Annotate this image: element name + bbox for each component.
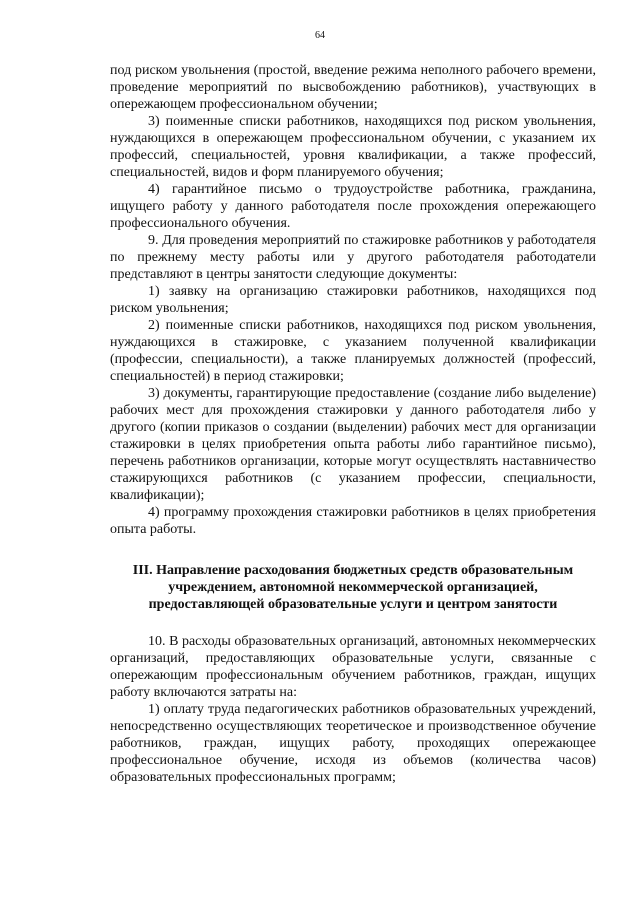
- paragraph: 3) поименные списки работников, находящихся под риском увольнения, нуждающихся в опережающем профессиональном обучении, с указанием их профессий, специальностей, уровня квалификации, а также профессий, специальностей, видов и форм планируемого обучения;: [110, 114, 596, 180]
- paragraph: 1) оплату труда педагогических работников образовательных учреждений, непосредственно осуществляющих теоретическое и производственное обучение работников, граждан, ищущих работу, проходящих опережающее профессиональное обучение, исходя из объемов (количества часов) образовательных профессиональных программ;: [110, 702, 596, 785]
- page-number: 64: [315, 30, 325, 41]
- paragraph: 10. В расходы образовательных организаций, автономных некоммерческих организаций, предоставляющих образовательные услуги, связанные с опережающим профессиональным обучением работников, граждан, ищущих работу включаются затраты на:: [110, 634, 596, 700]
- paragraphs-after-section: [110, 633, 596, 786]
- document-body: [110, 62, 596, 786]
- paragraph: под риском увольнения (простой, введение режима неполного рабочего времени, проведение мероприятий по высвобождению работников), участвующих в опережающем профессиональном обучении;: [110, 63, 596, 112]
- paragraph: 3) документы, гарантирующие предоставление (создание либо выделение) рабочих мест для прохождения стажировки у данного работодателя либо у другого (копии приказов о создании (выделении) рабочих мест для организации стажировки в целях приобретения опыта работы либо гарантийное письмо), перечень работников организации, которые могут осуществлять наставничество стажирующихся работников (с указанием профессии, специальности, квалификации);: [110, 386, 596, 503]
- paragraph: 1) заявку на организацию стажировки работников, находящихся под риском увольнения;: [110, 284, 596, 316]
- paragraph: 4) гарантийное письмо о трудоустройстве работника, гражданина, ищущего работу у данного работодателя после прохождения опережающего профессионального обучения.: [110, 182, 596, 231]
- paragraph: 9. Для проведения мероприятий по стажировке работников у работодателя по прежнему месту работы или у другого работодателя работодатели представляют в центры занятости следующие документы:: [110, 233, 596, 282]
- paragraph: 4) программу прохождения стажировки работников в целях приобретения опыта работы.: [110, 505, 596, 537]
- paragraphs-before-section: [110, 62, 596, 538]
- paragraph: 2) поименные списки работников, находящихся под риском увольнения, нуждающихся в стажировке, с указанием полученной квалификации (профессии, специальности), а также планируемых должностей (профессий, специальностей) в период стажировки;: [110, 318, 596, 384]
- section-heading: III. Направление расходования бюджетных средств образовательным учреждением, автономной некоммерческой организацией, предоставляющей образовательные услуги и центром занятости: [132, 563, 574, 612]
